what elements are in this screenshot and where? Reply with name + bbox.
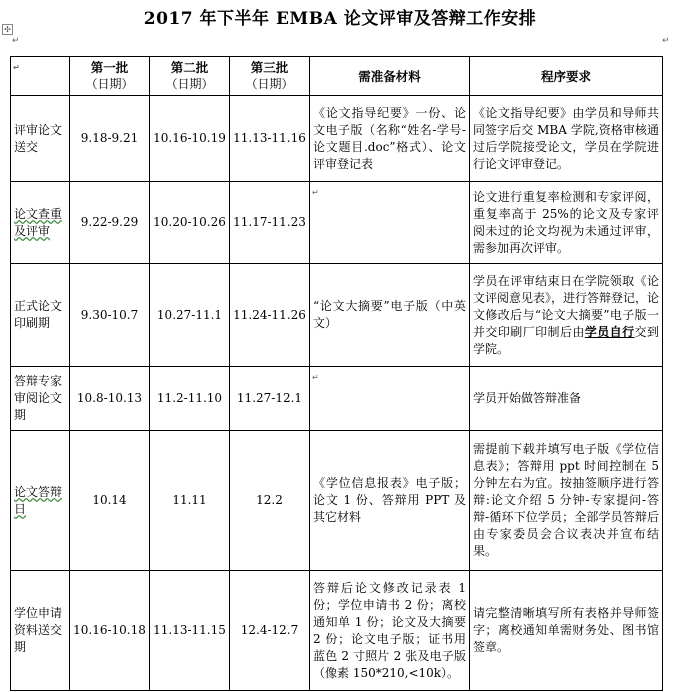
row-date-batch2: 10.27-11.1	[150, 264, 230, 367]
paragraph-mark: ↵	[12, 36, 20, 46]
page-title: 2017 年下半年 EMBA 论文评审及答辩工作安排	[143, 9, 537, 29]
row-date-batch3: 12.4-12.7	[230, 571, 310, 691]
header-batch1: 第一批 （日期）	[70, 57, 150, 96]
row-date-batch2: 10.16-10.19	[150, 96, 230, 182]
row-procedure: 《论文指导纪要》由学员和导师共同签字后交 MBA 学院,资格审核通过后学院接受论文，学员在学院进行论文评审登记。	[470, 96, 663, 182]
row-date-batch1: 10.16-10.18	[70, 571, 150, 691]
header-blank: ↵	[11, 57, 70, 96]
row-item: 正式论文印刷期	[11, 264, 70, 367]
row-date-batch2: 11.13-11.15	[150, 571, 230, 691]
schedule-table	[10, 56, 663, 691]
row-date-batch3: 11.24-11.26	[230, 264, 310, 367]
row-procedure: 论文进行重复率检测和专家评阅，重复率高于 25%的论文及专家评阅未过的论文均视为未通过评审，需参加再次评审。	[470, 182, 663, 264]
row-item: 学位申请资料送交期	[11, 571, 70, 691]
row-item: 论文答辩日	[11, 431, 70, 571]
row-procedure: 请完整清晰填写所有表格并导师签字；离校通知单需财务处、图书馆签章。	[470, 571, 663, 691]
table-row	[11, 367, 663, 431]
row-materials: 《学位信息报表》电子版；论文 1 份、答辩用 PPT 及其它材料	[310, 431, 470, 571]
row-date-batch2: 11.11	[150, 431, 230, 571]
table-row	[11, 571, 663, 691]
row-materials: ↵	[310, 367, 470, 431]
row-date-batch3: 11.17-11.23	[230, 182, 310, 264]
paragraph-mark: ↵	[662, 36, 670, 46]
row-materials: 《论文指导纪要》一份、论文电子版（名称“姓名-学号-论文题目.doc”格式）、论文评审登记表	[310, 96, 470, 182]
row-date-batch2: 10.20-10.26	[150, 182, 230, 264]
row-date-batch1: 10.14	[70, 431, 150, 571]
header-batch3: 第三批 （日期）	[230, 57, 310, 96]
row-date-batch3: 12.2	[230, 431, 310, 571]
row-date-batch3: 11.27-12.1	[230, 367, 310, 431]
row-date-batch1: 9.18-9.21	[70, 96, 150, 182]
row-date-batch3: 11.13-11.16	[230, 96, 310, 182]
row-procedure: 学员开始做答辩准备	[470, 367, 663, 431]
header-row	[11, 57, 663, 96]
table-row	[11, 182, 663, 264]
row-materials: ↵	[310, 182, 470, 264]
row-procedure: 学员在评审结束日在学院领取《论文评阅意见表》，进行答辩登记，论文修改后与“论文大摘要”电子版一并交印刷厂印制后由学员自行交到学院。	[470, 264, 663, 367]
table-row	[11, 431, 663, 571]
table-anchor-icon[interactable]: ✣	[2, 24, 13, 35]
header-batch2: 第二批 （日期）	[150, 57, 230, 96]
table-row	[11, 264, 663, 367]
row-date-batch1: 9.22-9.29	[70, 182, 150, 264]
row-date-batch2: 11.2-11.10	[150, 367, 230, 431]
table-row	[11, 96, 663, 182]
row-date-batch1: 9.30-10.7	[70, 264, 150, 367]
header-materials: 需准备材料	[310, 57, 470, 96]
header-procedure: 程序要求	[470, 57, 663, 96]
row-item: 论文查重及评审	[11, 182, 70, 264]
row-item: 评审论文送交	[11, 96, 70, 182]
row-item: 答辩专家审阅论文期	[11, 367, 70, 431]
row-materials: 答辩后论文修改记录表 1 份；学位申请书 2 份；离校通知单 1 份；论文及大摘要 2 份；论文电子版；证书用蓝色 2 寸照片 2 张及电子版（像素 150*210,<10k）。	[310, 571, 470, 691]
row-materials: “论文大摘要”电子版（中英文）	[310, 264, 470, 367]
row-date-batch1: 10.8-10.13	[70, 367, 150, 431]
row-procedure: 需提前下载并填写电子版《学位信息表》；答辩用 ppt 时间控制在 5 分钟左右为宜。按抽签顺序进行答辩:论文介绍 5 分钟-专家提问-答辩-循环下位学员；全部学员答辩后由专家委员会合议表决并宣布结果。	[470, 431, 663, 571]
